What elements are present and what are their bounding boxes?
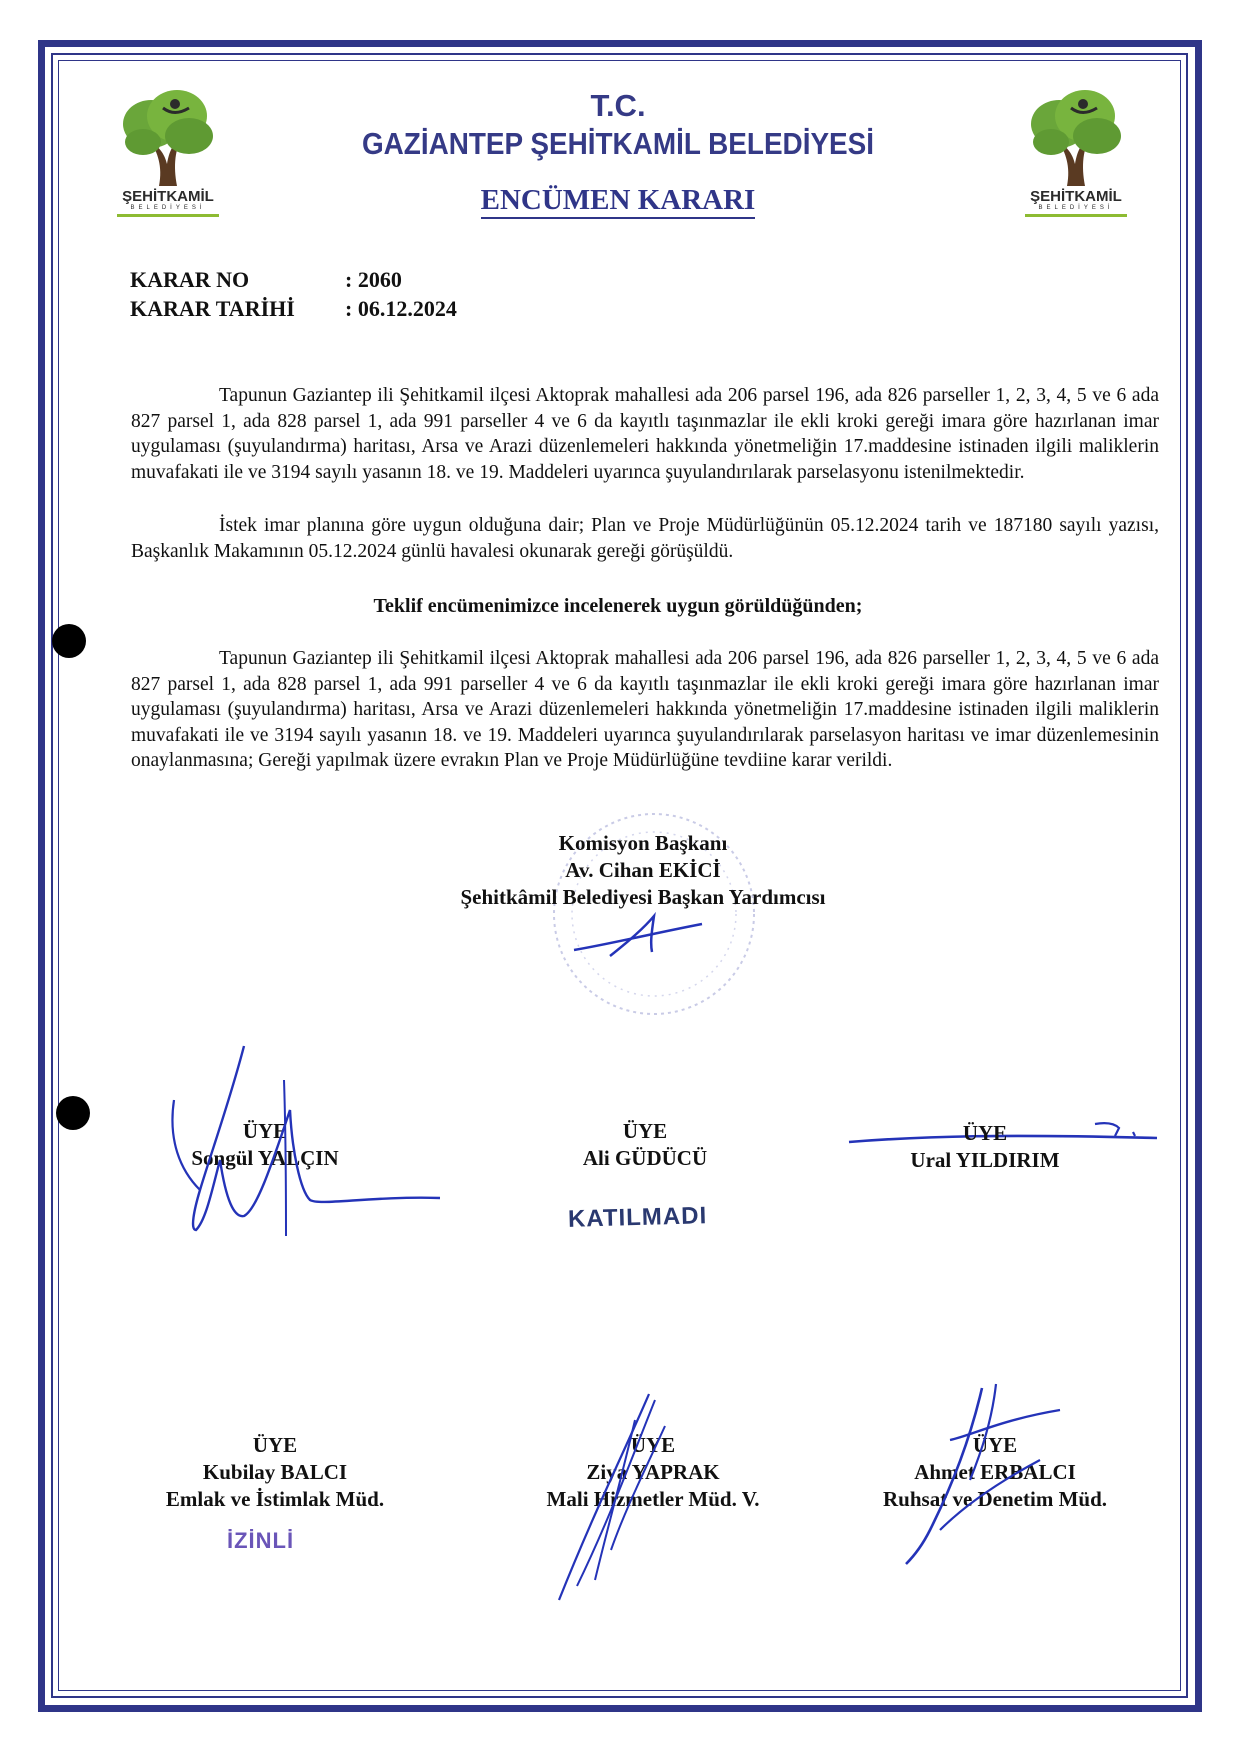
- decision-no-value: : 2060: [345, 267, 402, 292]
- member-6-block: [845, 1432, 1145, 1513]
- header-organization: GAZİANTEP ŞEHİTKAMİL BELEDİYESİ: [361, 126, 875, 161]
- member-3-role: ÜYE: [962, 1121, 1008, 1145]
- punch-hole-bottom: [56, 1096, 90, 1130]
- member-4-title: Emlak ve İstimlak Müd.: [165, 1487, 385, 1511]
- chair-signature-block: [418, 830, 868, 911]
- chair-name: Av. Cihan EKİCİ: [565, 858, 721, 882]
- logo-text: ŞEHİTKAMİL: [122, 188, 214, 205]
- header-tc: T.C.: [590, 88, 646, 123]
- member-2-name: Ali GÜDÜCÜ: [582, 1146, 708, 1170]
- member-1-block: [130, 1118, 400, 1172]
- body-paragraph-2-text: İstek imar planına göre uygun olduğuna dair; Plan ve Proje Müdürlüğünün 05.12.2024 tarih ve 187180 sayılı yazısı, Başkanlık Makamının 05.12.2024 günlü havalesi okunarak gereği görüşüldü.: [131, 515, 1159, 562]
- decision-date-label: KARAR TARİHİ: [130, 296, 295, 321]
- body-paragraph-3-text: Tapunun Gaziantep ili Şehitkamil ilçesi Aktoprak mahallesi ada 206 parsel 196, ada 826 parseller 1, 2, 3, 4, 5 ve 6 ada 827 parsel 1, ada 828 parsel 1, ada 991 parseller 4 ve 6 da kayıtlı taşınmazlar ile ekli kroki gereği imara göre hazırlanan imar uygulaması (şuyulandırma) haritası, Arsa ve Arazi düzenlemeleri hakkında yönetmeliğin 17.maddesine istinaden ilgili maliklerin muvafakati ile ve 3194 sayılı yasanın 18. ve 19. Maddeleri uyarınca şuyulandırılarak parselasyon haritası ve imar düzenlemesinin onaylanmasına; Gereği yapılmak üzere evrakın Plan ve Proje Müdürlüğüne tevdiine karar verildi.: [131, 648, 1159, 772]
- decision-date-row: [130, 296, 457, 322]
- body-paragraph-1-text: Tapunun Gaziantep ili Şehitkamil ilçesi Aktoprak mahallesi ada 206 parsel 196, ada 826 parseller 1, 2, 3, 4, 5 ve 6 ada 827 parsel 1, ada 828 parsel 1, ada 991 parseller 4 ve 6 da kayıtlı taşınmazlar ile ekli kroki gereği imara göre hazırlanan imar uygulaması (şuyulandırma) haritası, Arsa ve Arazi düzenlemeleri hakkında yönetmeliğin 17.maddesine istinaden ilgili maliklerin muvafakati ile ve 3194 sayılı yasanın 18. ve 19. Maddeleri uyarınca şuyulandırılarak parselasyonu istenilmektedir.: [131, 385, 1159, 483]
- body-paragraph-3: [131, 646, 1159, 774]
- member-5-block: [508, 1432, 798, 1513]
- member-4-role: ÜYE: [252, 1433, 298, 1457]
- logo-subtext: BELEDİYESİ: [1038, 205, 1114, 211]
- body-paragraph-2: [131, 513, 1159, 564]
- member-5-role: ÜYE: [630, 1433, 676, 1457]
- member-4-name: Kubilay BALCI: [202, 1460, 348, 1484]
- chair-title: Şehitkâmil Belediyesi Başkan Yardımcısı: [460, 885, 826, 909]
- member-5-name: Ziya YAPRAK: [586, 1460, 720, 1484]
- logo-subtext: BELEDİYESİ: [130, 205, 206, 211]
- member-1-role: ÜYE: [242, 1119, 288, 1143]
- member-5-title: Mali Hizmetler Müd. V.: [546, 1487, 760, 1511]
- member-3-name: Ural YILDIRIM: [910, 1148, 1060, 1172]
- decision-date-value: : 06.12.2024: [345, 296, 457, 321]
- member-6-role: ÜYE: [972, 1433, 1018, 1457]
- member-6-name: Ahmet ERBALCI: [914, 1460, 1076, 1484]
- decision-no-row: [130, 267, 402, 293]
- document-title: [0, 184, 1236, 217]
- member-4-block: [120, 1432, 430, 1513]
- document-title-text: ENCÜMEN KARARI: [481, 184, 756, 219]
- katilmadi-stamp: KATILMADI: [567, 1202, 708, 1233]
- member-2-block: [510, 1118, 780, 1172]
- decision-no-label: KARAR NO: [130, 267, 250, 292]
- punch-hole-top: [52, 624, 86, 658]
- izinli-stamp: İZİNLİ: [227, 1528, 295, 1553]
- chair-role: Komisyon Başkanı: [558, 831, 728, 855]
- member-3-block: [850, 1120, 1120, 1174]
- member-6-title: Ruhsat ve Denetim Müd.: [883, 1487, 1107, 1511]
- body-paragraph-1: [131, 383, 1159, 485]
- logo-text: ŞEHİTKAMİL: [1030, 188, 1122, 205]
- member-1-name: Songül YALÇIN: [191, 1146, 339, 1170]
- member-2-role: ÜYE: [622, 1119, 668, 1143]
- teklif-heading: Teklif encümenimizce incelenerek uygun görüldüğünden;: [373, 595, 863, 617]
